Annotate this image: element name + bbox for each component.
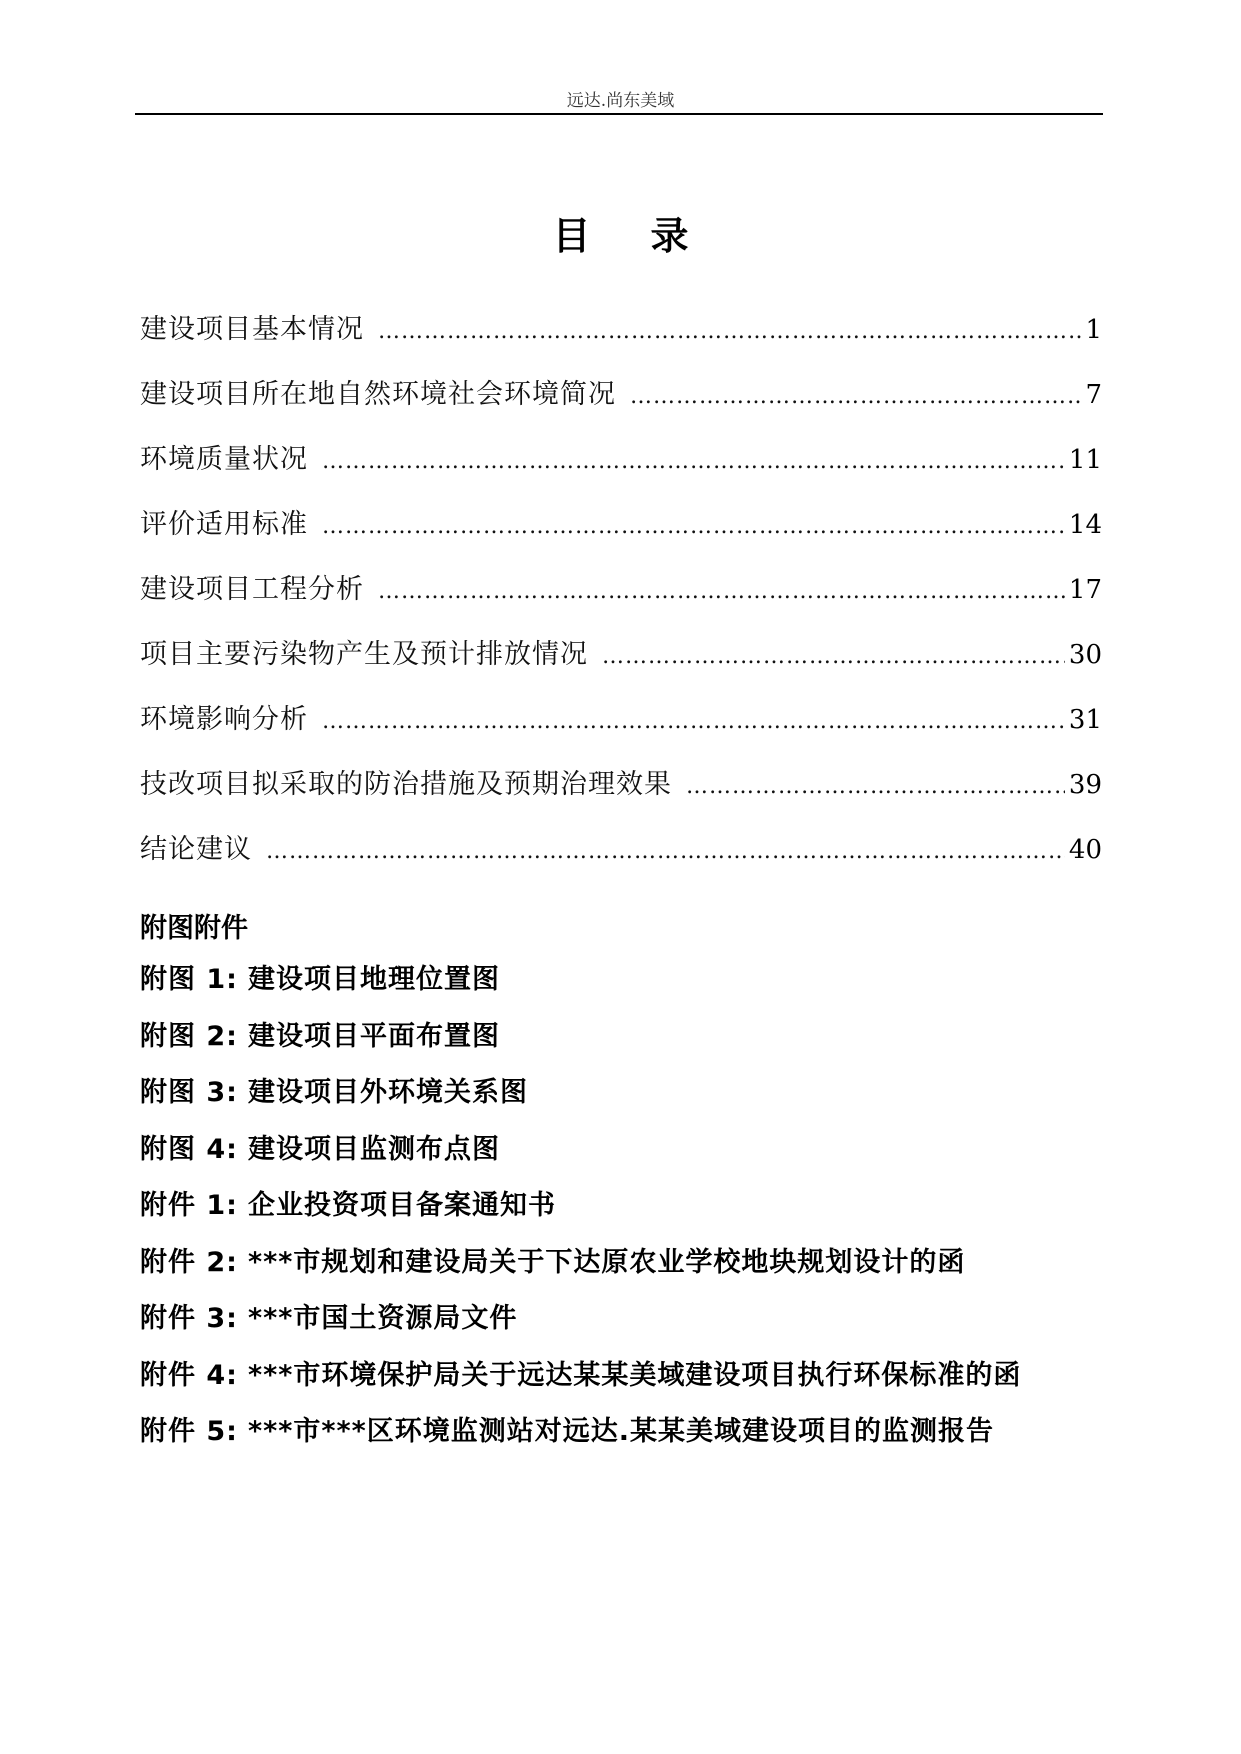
toc-leader-dots	[630, 384, 1081, 409]
appendix-item[interactable]	[140, 1183, 1102, 1240]
toc-entry-label: 环境质量状况	[140, 444, 308, 475]
toc-entry-page: 11	[1068, 445, 1102, 475]
toc-leader-dots	[378, 579, 1065, 604]
toc-entry[interactable]	[140, 632, 1102, 697]
appendix-list	[140, 957, 1102, 1466]
toc-entry-page: 17	[1068, 575, 1102, 605]
appendix-heading: 附图附件	[140, 913, 248, 944]
toc-leader-dots	[322, 449, 1065, 474]
toc-entry[interactable]	[140, 307, 1102, 372]
appendix-item-title: 建设项目监测布点图	[248, 1133, 500, 1165]
appendix-item-label: 附件 2:	[140, 1246, 238, 1278]
table-of-contents	[140, 307, 1102, 892]
toc-entry[interactable]	[140, 762, 1102, 827]
appendix-item-label: 附件 1:	[140, 1190, 238, 1221]
appendix-item[interactable]	[140, 1296, 1102, 1353]
header-divider	[135, 113, 1103, 115]
header-text: 远达.尚东美域	[566, 91, 675, 111]
appendix-item-label: 附图 4:	[140, 1133, 238, 1165]
appendix-item[interactable]	[140, 1070, 1102, 1127]
toc-leader-dots	[322, 514, 1065, 539]
toc-entry-page: 14	[1068, 510, 1102, 540]
toc-entry[interactable]	[140, 827, 1102, 892]
toc-entry-page: 31	[1068, 705, 1102, 735]
toc-entry-label: 结论建议	[140, 834, 252, 865]
toc-entry-page: 39	[1068, 770, 1102, 800]
toc-entry[interactable]	[140, 502, 1102, 567]
toc-entry-label: 环境影响分析	[140, 704, 308, 735]
appendix-item-title: 建设项目平面布置图	[248, 1020, 500, 1052]
toc-entry-page: 30	[1068, 640, 1102, 670]
toc-leader-dots	[602, 644, 1065, 669]
toc-entry[interactable]	[140, 437, 1102, 502]
toc-entry-page: 1	[1085, 315, 1102, 345]
toc-leader-dots	[686, 774, 1065, 799]
appendix-item-label: 附图 1:	[140, 964, 238, 995]
appendix-item-title: ***市国土资源局文件	[248, 1303, 518, 1334]
toc-entry[interactable]	[140, 567, 1102, 632]
appendix-item[interactable]	[140, 1127, 1102, 1184]
toc-entry-label: 技改项目拟采取的防治措施及预期治理效果	[140, 769, 672, 800]
toc-entry-label: 建设项目工程分析	[140, 574, 364, 605]
appendix-item-title: 建设项目外环境关系图	[248, 1077, 528, 1108]
toc-entry-label: 评价适用标准	[140, 509, 308, 540]
toc-leader-dots	[266, 839, 1065, 864]
appendix-item-label: 附件 3:	[140, 1303, 238, 1334]
appendix-item-title: ***市规划和建设局关于下达原农业学校地块规划设计的函	[248, 1246, 966, 1278]
toc-entry-label: 项目主要污染物产生及预计排放情况	[140, 639, 588, 670]
toc-entry-page: 7	[1085, 380, 1102, 410]
appendix-item[interactable]	[140, 1353, 1102, 1410]
appendix-item-title: 建设项目地理位置图	[248, 964, 500, 995]
appendix-item-title: ***市环境保护局关于远达某某美域建设项目执行环保标准的函	[248, 1359, 1022, 1391]
appendix-item[interactable]	[140, 957, 1102, 1014]
appendix-item[interactable]	[140, 1409, 1102, 1466]
toc-entry[interactable]	[140, 697, 1102, 762]
toc-entry-page: 40	[1068, 835, 1102, 865]
appendix-item-title: 企业投资项目备案通知书	[248, 1190, 556, 1221]
appendix-item-label: 附图 3:	[140, 1077, 238, 1108]
toc-entry[interactable]	[140, 372, 1102, 437]
appendix-item[interactable]	[140, 1014, 1102, 1071]
page-title: 目录	[552, 214, 749, 258]
toc-entry-label: 建设项目所在地自然环境社会环境简况	[140, 379, 616, 410]
toc-entry-label: 建设项目基本情况	[140, 314, 364, 345]
toc-leader-dots	[378, 319, 1081, 344]
appendix-item-label: 附件 5:	[140, 1416, 238, 1447]
appendix-item-title: ***市***区环境监测站对远达.某某美域建设项目的监测报告	[248, 1416, 994, 1447]
appendix-item-label: 附件 4:	[140, 1359, 238, 1391]
appendix-item[interactable]	[140, 1240, 1102, 1297]
appendix-item-label: 附图 2:	[140, 1020, 238, 1052]
toc-leader-dots	[322, 709, 1065, 734]
